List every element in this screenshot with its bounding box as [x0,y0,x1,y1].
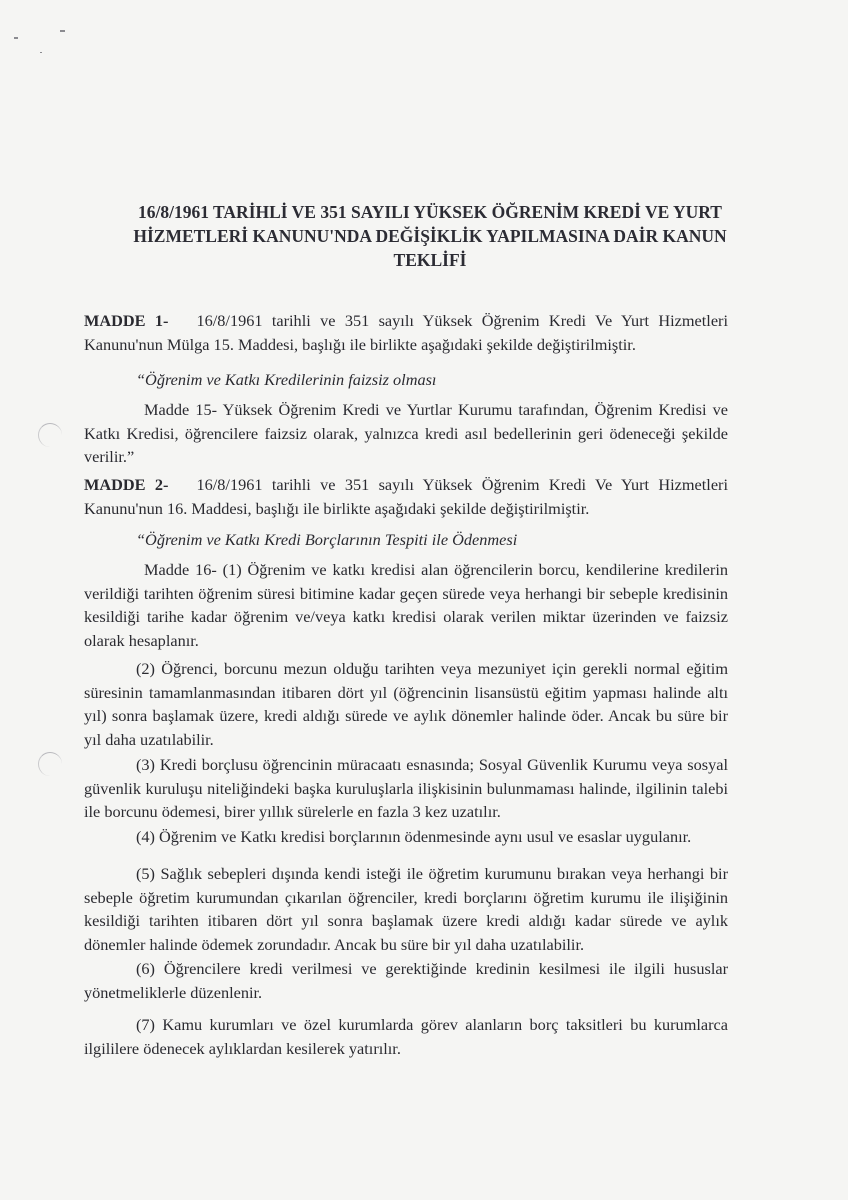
article-2-heading: “Öğrenim ve Katkı Kredi Borçlarının Tespiti ile Ödenmesi [136,530,518,549]
document-title [85,200,775,272]
article-1-intro [84,309,728,356]
scan-speck [14,37,18,39]
article-2-paragraph-2: (2) Öğrenci, borcunu mezun olduğu tarihten veya mezuniyet için gerekli normal eğitim süresinin tamamlanmasından itibaren dört yıl (öğrencinin lisansüstü eğitim yapması halinde altı yıl) sonra başlamak üzere, kredi aldığı sürede ve aylık dönemler halinde öder. Ancak bu süre bir yıl daha uzatılabilir. [84,659,728,749]
article-2-paragraph-7: (7) Kamu kurumları ve özel kurumlarda görev alanların borç taksitleri bu kurumlarca ilgililere ödenecek aylıklardan kesilerek yatırılır. [84,1015,728,1058]
article-2-paragraph-4: (4) Öğrenim ve Katkı kredisi borçlarının ödenmesinde aynı usul ve esaslar uygulanır. [136,827,692,846]
title-line-2: HİZMETLERİ KANUNU'NDA DEĞİŞİKLİK YAPILMASINA DAİR KANUN [133,226,727,246]
article-2-paragraph-1: Madde 16- (1) Öğrenim ve katkı kredisi alan öğrencilerin borcu, kendilerine kredilerin verildiği tarihten öğrenim süresi bitimine kadar geçen sürede veya herhangi bir sebeple kredisinin kesildiği tarihe kadar öğrenim ve/veya katkı kredisi olarak verilen miktar üzerinden ve faizsiz olarak hesaplanır. [84,560,728,650]
title-line-1: 16/8/1961 TARİHLİ VE 351 SAYILI YÜKSEK ÖĞRENİM KREDİ VE YURT [138,202,722,222]
article-1-text: 16/8/1961 tarihli ve 351 sayılı Yüksek Öğrenim Kredi Ve Yurt Hizmetleri Kanunu'nun Mülga 15. Maddesi, başlığı ile birlikte aşağıdaki şekilde değiştirilmiştir. [84,311,728,354]
article-1-body: Madde 15- Yüksek Öğrenim Kredi ve Yurtlar Kurumu tarafından, Öğrenim Kredisi ve Katkı Kredisi, öğrencilere faizsiz olarak, yalnızca kredi asıl bedellerinin geri ödeneceği şekilde verilir.” [84,400,728,466]
article-1-label: MADDE 1- [84,311,169,330]
article-2-text: 16/8/1961 tarihli ve 351 sayılı Yüksek Öğrenim Kredi Ve Yurt Hizmetleri Kanunu'nun 16. Maddesi, başlığı ile birlikte aşağıdaki şekilde değiştirilmiştir. [84,475,728,518]
punch-hole-icon [38,752,62,776]
scan-speck [60,30,65,32]
article-2-intro [84,473,728,520]
scan-speck [40,52,42,53]
article-2-paragraph-3: (3) Kredi borçlusu öğrencinin müracaatı esnasında; Sosyal Güvenlik Kurumu veya sosyal güvenlik kuruluşu niteliğindeki başka kuruluşlarla ilişkisinin bulunmaması halinde, ilgilinin talebi ile borcunu ödemesi, birer yıllık sürelerle en fazla 3 kez uzatılır. [84,755,728,821]
title-line-3: TEKLİFİ [393,250,467,270]
article-2-label: MADDE 2- [84,475,169,494]
article-1-heading: “Öğrenim ve Katkı Kredilerinin faizsiz olması [136,370,437,389]
article-2-paragraph-6: (6) Öğrencilere kredi verilmesi ve gerektiğinde kredinin kesilmesi ile ilgili hususlar yönetmeliklerle düzenlenir. [84,959,728,1002]
punch-hole-icon [38,423,62,447]
article-2-paragraph-5: (5) Sağlık sebepleri dışında kendi isteği ile öğretim kurumunu bırakan veya herhangi bir sebeple öğretim kurumundan çıkarılan öğrenciler, kredi borçlarını öğretim kurumu ile ilişiğinin kesildiği tarihten itibaren dört yıl sonra başlamak üzere kredi aldığı kadar sürede ve aylık dönemler halinde ödemek zorundadır. Ancak bu süre bir yıl daha uzatılabilir. [84,864,728,954]
